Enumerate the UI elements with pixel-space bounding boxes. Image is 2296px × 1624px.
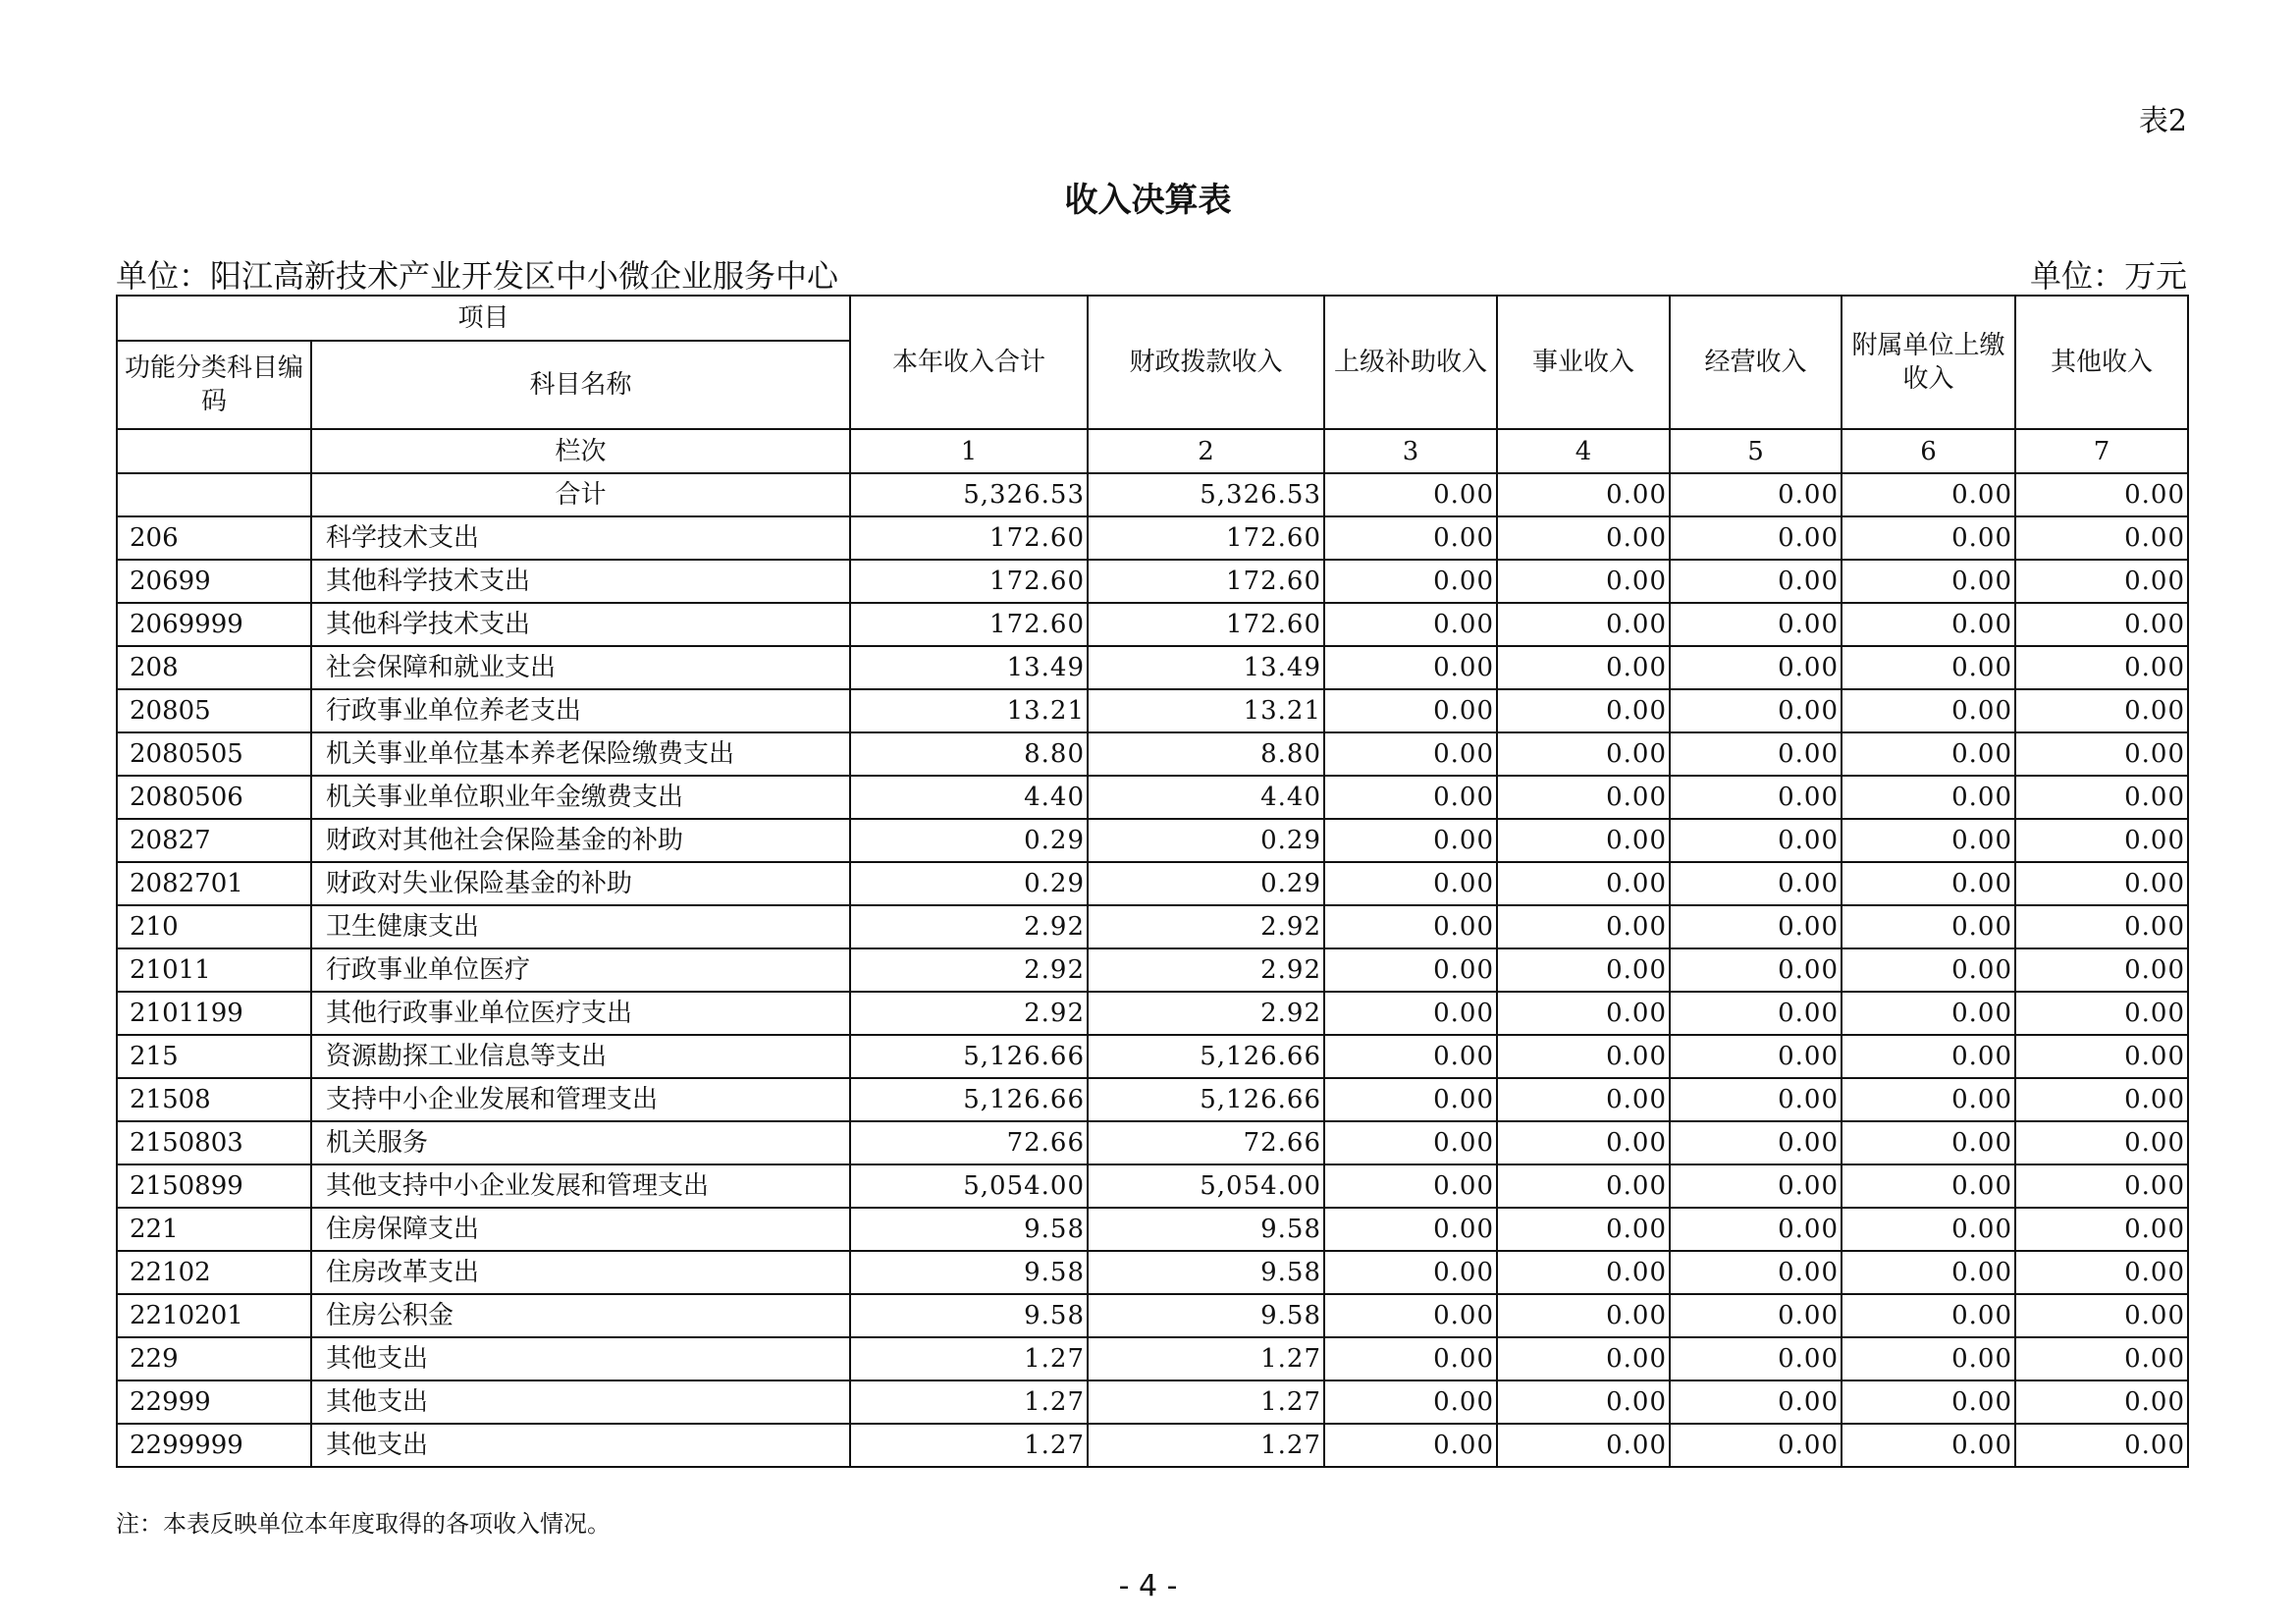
cell-value: 0.00 [1324, 516, 1497, 560]
cell-value: 0.00 [1842, 732, 2015, 776]
cell-value: 0.00 [1324, 992, 1497, 1035]
cell-value: 0.29 [1088, 819, 1324, 862]
cell-value: 0.00 [1842, 1078, 2015, 1121]
subject-code: 2150899 [117, 1164, 311, 1208]
cell-value: 0.00 [1497, 689, 1670, 732]
cell-value: 0.00 [1324, 1208, 1497, 1251]
subject-code: 2299999 [117, 1424, 311, 1467]
cell-value: 0.00 [2015, 560, 2188, 603]
subject-name: 其他支出 [311, 1337, 850, 1380]
cell-value: 5,126.66 [850, 1035, 1088, 1078]
cell-value: 0.00 [1497, 1208, 1670, 1251]
table-row [117, 1424, 2188, 1467]
subject-code: 2082701 [117, 862, 311, 905]
total-value: 5,326.53 [850, 473, 1088, 516]
cell-value: 0.00 [1324, 1078, 1497, 1121]
cell-value: 0.00 [1670, 560, 1842, 603]
table-row [117, 819, 2188, 862]
cell-value: 4.40 [1088, 776, 1324, 819]
cell-value: 0.00 [1497, 1424, 1670, 1467]
cell-value: 172.60 [850, 603, 1088, 646]
cell-value: 2.92 [1088, 905, 1324, 948]
seq-1: 1 [850, 429, 1088, 473]
cell-value: 0.00 [1670, 646, 1842, 689]
cell-value: 0.00 [1497, 1078, 1670, 1121]
cell-value: 0.00 [2015, 1078, 2188, 1121]
cell-value: 2.92 [1088, 992, 1324, 1035]
total-value: 5,326.53 [1088, 473, 1324, 516]
cell-value: 0.00 [1670, 1078, 1842, 1121]
header-col-5: 经营收入 [1670, 296, 1842, 429]
seq-label: 栏次 [311, 429, 850, 473]
cell-value: 0.00 [1324, 1380, 1497, 1424]
table-row [117, 1294, 2188, 1337]
cell-value: 1.27 [850, 1380, 1088, 1424]
cell-value: 9.58 [850, 1208, 1088, 1251]
header-col-6: 附属单位上缴收入 [1842, 296, 2015, 429]
subject-name: 财政对其他社会保险基金的补助 [311, 819, 850, 862]
cell-value: 0.00 [1842, 992, 2015, 1035]
cell-value: 0.00 [2015, 603, 2188, 646]
cell-value: 0.00 [1497, 732, 1670, 776]
subject-name: 财政对失业保险基金的补助 [311, 862, 850, 905]
cell-value: 0.00 [1324, 560, 1497, 603]
cell-value: 0.00 [1842, 1164, 2015, 1208]
cell-value: 0.00 [2015, 732, 2188, 776]
subject-code: 22102 [117, 1251, 311, 1294]
table-row [117, 776, 2188, 819]
cell-value: 0.00 [1324, 732, 1497, 776]
header-code: 功能分类科目编码 [117, 341, 311, 429]
cell-value: 0.00 [2015, 1164, 2188, 1208]
cell-value: 0.00 [2015, 819, 2188, 862]
table-row [117, 992, 2188, 1035]
table-row [117, 1035, 2188, 1078]
cell-value: 172.60 [1088, 516, 1324, 560]
total-value: 0.00 [1842, 473, 2015, 516]
table-row [117, 1121, 2188, 1164]
cell-value: 13.49 [850, 646, 1088, 689]
cell-value: 5,126.66 [850, 1078, 1088, 1121]
cell-value: 9.58 [1088, 1251, 1324, 1294]
header-col-7: 其他收入 [2015, 296, 2188, 429]
table-number: 表2 [2138, 104, 2187, 138]
total-value: 0.00 [2015, 473, 2188, 516]
subject-name: 科学技术支出 [311, 516, 850, 560]
cell-value: 0.00 [2015, 1121, 2188, 1164]
table-row [117, 603, 2188, 646]
cell-value: 0.00 [1842, 646, 2015, 689]
table-row [117, 1337, 2188, 1380]
cell-value: 0.00 [1670, 1424, 1842, 1467]
subject-code: 208 [117, 646, 311, 689]
cell-value: 5,054.00 [850, 1164, 1088, 1208]
cell-value: 13.49 [1088, 646, 1324, 689]
page-title: 收入决算表 [1064, 181, 1232, 220]
unit-organization: 单位：阳江高新技术产业开发区中小微企业服务中心 [116, 257, 839, 295]
table-row [117, 560, 2188, 603]
cell-value: 0.00 [1842, 1294, 2015, 1337]
cell-value: 0.00 [1324, 1294, 1497, 1337]
cell-value: 0.00 [1842, 862, 2015, 905]
subject-name: 其他行政事业单位医疗支出 [311, 992, 850, 1035]
cell-value: 0.00 [1842, 1251, 2015, 1294]
cell-value: 0.00 [1497, 905, 1670, 948]
cell-value: 5,126.66 [1088, 1078, 1324, 1121]
table-row [117, 1380, 2188, 1424]
table-row [117, 1251, 2188, 1294]
cell-value: 0.00 [1497, 948, 1670, 992]
seq-2: 2 [1088, 429, 1324, 473]
cell-value: 0.00 [2015, 646, 2188, 689]
cell-value: 9.58 [1088, 1294, 1324, 1337]
cell-value: 0.00 [1670, 1164, 1842, 1208]
cell-value: 0.00 [1670, 819, 1842, 862]
cell-value: 9.58 [850, 1251, 1088, 1294]
cell-value: 0.00 [2015, 1294, 2188, 1337]
page-number: - 4 - [1118, 1569, 1178, 1603]
subject-name: 社会保障和就业支出 [311, 646, 850, 689]
cell-value: 172.60 [1088, 603, 1324, 646]
cell-value: 1.27 [1088, 1337, 1324, 1380]
cell-value: 0.00 [1497, 1380, 1670, 1424]
cell-value: 0.00 [2015, 1380, 2188, 1424]
subject-name: 其他支出 [311, 1424, 850, 1467]
cell-value: 9.58 [850, 1294, 1088, 1337]
cell-value: 0.00 [2015, 1251, 2188, 1294]
cell-value: 0.00 [2015, 905, 2188, 948]
subject-name: 其他科学技术支出 [311, 560, 850, 603]
cell-value: 0.00 [1670, 1121, 1842, 1164]
table-row [117, 732, 2188, 776]
cell-value: 0.00 [1842, 560, 2015, 603]
cell-value: 13.21 [850, 689, 1088, 732]
cell-value: 0.00 [1324, 1164, 1497, 1208]
header-col-1: 本年收入合计 [850, 296, 1088, 429]
cell-value: 0.00 [1497, 862, 1670, 905]
cell-value: 0.00 [1497, 603, 1670, 646]
table-row [117, 948, 2188, 992]
subject-name: 住房改革支出 [311, 1251, 850, 1294]
cell-value: 0.00 [1842, 516, 2015, 560]
cell-value: 0.00 [1497, 516, 1670, 560]
subject-code: 210 [117, 905, 311, 948]
cell-value: 2.92 [850, 948, 1088, 992]
cell-value: 8.80 [850, 732, 1088, 776]
cell-value: 1.27 [850, 1424, 1088, 1467]
cell-value: 2.92 [850, 992, 1088, 1035]
cell-value: 0.00 [1670, 905, 1842, 948]
cell-value: 0.00 [1324, 1035, 1497, 1078]
subject-code: 2080505 [117, 732, 311, 776]
subject-name: 资源勘探工业信息等支出 [311, 1035, 850, 1078]
cell-value: 4.40 [850, 776, 1088, 819]
cell-value: 1.27 [1088, 1424, 1324, 1467]
cell-value: 0.00 [1842, 603, 2015, 646]
table-row [117, 646, 2188, 689]
subject-code: 206 [117, 516, 311, 560]
subject-code: 20805 [117, 689, 311, 732]
seq-blank [117, 429, 311, 473]
cell-value: 1.27 [1088, 1380, 1324, 1424]
cell-value: 0.00 [1324, 603, 1497, 646]
cell-value: 0.00 [2015, 1337, 2188, 1380]
cell-value: 0.00 [1324, 819, 1497, 862]
cell-value: 0.00 [1497, 1035, 1670, 1078]
header-name: 科目名称 [311, 341, 850, 429]
cell-value: 0.00 [2015, 689, 2188, 732]
subject-code: 22999 [117, 1380, 311, 1424]
footnote: 注：本表反映单位本年度取得的各项收入情况。 [116, 1510, 611, 1538]
cell-value: 0.00 [1842, 1208, 2015, 1251]
cell-value: 0.00 [1324, 905, 1497, 948]
cell-value: 0.00 [1670, 689, 1842, 732]
cell-value: 0.00 [1670, 948, 1842, 992]
cell-value: 0.00 [2015, 948, 2188, 992]
header-col-3: 上级补助收入 [1324, 296, 1497, 429]
total-value: 0.00 [1670, 473, 1842, 516]
cell-value: 72.66 [850, 1121, 1088, 1164]
cell-value: 0.00 [1670, 1337, 1842, 1380]
cell-value: 0.00 [2015, 1208, 2188, 1251]
cell-value: 0.00 [1670, 862, 1842, 905]
seq-7: 7 [2015, 429, 2188, 473]
cell-value: 0.00 [1497, 1164, 1670, 1208]
seq-5: 5 [1670, 429, 1842, 473]
header-project: 项目 [117, 296, 850, 341]
subject-name: 其他科学技术支出 [311, 603, 850, 646]
income-table [116, 295, 2189, 1468]
cell-value: 0.00 [1497, 992, 1670, 1035]
subject-name: 机关服务 [311, 1121, 850, 1164]
cell-value: 0.00 [1842, 1035, 2015, 1078]
cell-value: 0.29 [1088, 862, 1324, 905]
cell-value: 8.80 [1088, 732, 1324, 776]
cell-value: 0.00 [1324, 1424, 1497, 1467]
subject-code: 20699 [117, 560, 311, 603]
subject-code: 221 [117, 1208, 311, 1251]
table-row [117, 516, 2188, 560]
header-col-4: 事业收入 [1497, 296, 1670, 429]
seq-3: 3 [1324, 429, 1497, 473]
cell-value: 0.00 [1324, 1251, 1497, 1294]
subject-code: 2210201 [117, 1294, 311, 1337]
cell-value: 0.00 [1497, 819, 1670, 862]
cell-value: 172.60 [1088, 560, 1324, 603]
cell-value: 2.92 [850, 905, 1088, 948]
subject-code: 2150803 [117, 1121, 311, 1164]
cell-value: 0.00 [1497, 776, 1670, 819]
subject-code: 2080506 [117, 776, 311, 819]
cell-value: 0.00 [2015, 862, 2188, 905]
subject-name: 其他支出 [311, 1380, 850, 1424]
subject-code: 21508 [117, 1078, 311, 1121]
cell-value: 0.00 [1670, 516, 1842, 560]
cell-value: 5,126.66 [1088, 1035, 1324, 1078]
header-col-2: 财政拨款收入 [1088, 296, 1324, 429]
cell-value: 172.60 [850, 516, 1088, 560]
table-row [117, 1208, 2188, 1251]
subject-name: 行政事业单位养老支出 [311, 689, 850, 732]
cell-value: 0.00 [1842, 1337, 2015, 1380]
cell-value: 0.00 [1842, 1121, 2015, 1164]
cell-value: 0.00 [1497, 560, 1670, 603]
total-value: 0.00 [1324, 473, 1497, 516]
cell-value: 0.00 [1670, 992, 1842, 1035]
total-row [117, 473, 2188, 516]
cell-value: 0.00 [1497, 1337, 1670, 1380]
subject-code: 215 [117, 1035, 311, 1078]
total-label: 合计 [311, 473, 850, 516]
table-row [117, 1078, 2188, 1121]
subject-name: 其他支持中小企业发展和管理支出 [311, 1164, 850, 1208]
cell-value: 1.27 [850, 1337, 1088, 1380]
cell-value: 0.00 [1324, 948, 1497, 992]
cell-value: 0.00 [1670, 603, 1842, 646]
total-value: 0.00 [1497, 473, 1670, 516]
cell-value: 0.00 [1842, 948, 2015, 992]
subject-code: 20827 [117, 819, 311, 862]
cell-value: 0.00 [1670, 1035, 1842, 1078]
cell-value: 0.00 [1324, 646, 1497, 689]
cell-value: 0.00 [1670, 732, 1842, 776]
table-row [117, 862, 2188, 905]
cell-value: 0.00 [1324, 689, 1497, 732]
cell-value: 0.00 [2015, 992, 2188, 1035]
cell-value: 0.29 [850, 819, 1088, 862]
subject-code: 229 [117, 1337, 311, 1380]
cell-value: 0.00 [1497, 1251, 1670, 1294]
subject-name: 机关事业单位职业年金缴费支出 [311, 776, 850, 819]
subject-code: 2069999 [117, 603, 311, 646]
cell-value: 2.92 [1088, 948, 1324, 992]
cell-value: 0.00 [1324, 1121, 1497, 1164]
unit-currency: 单位：万元 [2029, 257, 2187, 295]
cell-value: 0.29 [850, 862, 1088, 905]
cell-value: 0.00 [1497, 1294, 1670, 1337]
cell-value: 0.00 [1670, 1208, 1842, 1251]
cell-value: 172.60 [850, 560, 1088, 603]
seq-4: 4 [1497, 429, 1670, 473]
table-row [117, 689, 2188, 732]
cell-value: 0.00 [1842, 689, 2015, 732]
cell-value: 0.00 [2015, 1424, 2188, 1467]
cell-value: 9.58 [1088, 1208, 1324, 1251]
subject-name: 住房公积金 [311, 1294, 850, 1337]
cell-value: 0.00 [1842, 1424, 2015, 1467]
subject-name: 行政事业单位医疗 [311, 948, 850, 992]
subject-name: 支持中小企业发展和管理支出 [311, 1078, 850, 1121]
cell-value: 5,054.00 [1088, 1164, 1324, 1208]
seq-6: 6 [1842, 429, 2015, 473]
cell-value: 0.00 [1842, 905, 2015, 948]
cell-value: 0.00 [1324, 862, 1497, 905]
cell-value: 0.00 [1497, 646, 1670, 689]
cell-value: 0.00 [1842, 1380, 2015, 1424]
cell-value: 0.00 [1670, 1380, 1842, 1424]
cell-value: 72.66 [1088, 1121, 1324, 1164]
subject-code: 2101199 [117, 992, 311, 1035]
table-row [117, 1164, 2188, 1208]
subject-code: 21011 [117, 948, 311, 992]
cell-value: 0.00 [2015, 516, 2188, 560]
cell-value: 0.00 [1324, 776, 1497, 819]
cell-value: 0.00 [1842, 776, 2015, 819]
cell-value: 0.00 [1670, 776, 1842, 819]
total-code [117, 473, 311, 516]
cell-value: 0.00 [1324, 1337, 1497, 1380]
cell-value: 0.00 [1670, 1294, 1842, 1337]
table-row [117, 905, 2188, 948]
subject-name: 卫生健康支出 [311, 905, 850, 948]
cell-value: 0.00 [1670, 1251, 1842, 1294]
cell-value: 0.00 [2015, 1035, 2188, 1078]
cell-value: 0.00 [1842, 819, 2015, 862]
cell-value: 13.21 [1088, 689, 1324, 732]
cell-value: 0.00 [2015, 776, 2188, 819]
cell-value: 0.00 [1497, 1121, 1670, 1164]
subject-name: 机关事业单位基本养老保险缴费支出 [311, 732, 850, 776]
subject-name: 住房保障支出 [311, 1208, 850, 1251]
